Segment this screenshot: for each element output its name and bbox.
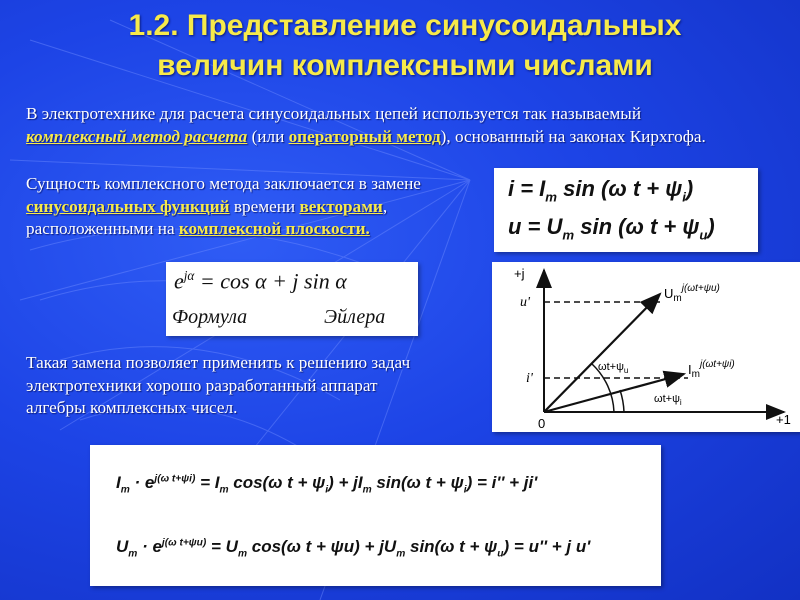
euler-formula-panel: [166, 262, 418, 336]
current-vector-label: $I_m^{j(\omega t+\psi i)}$: [688, 359, 735, 380]
angle-arc-i: [620, 390, 624, 412]
term-vectors[interactable]: векторами: [299, 196, 383, 216]
euler-caption-right: Эйлера: [324, 306, 386, 328]
term-complex-method[interactable]: комплексный метод расчета: [26, 126, 248, 146]
angle-i-label: $\omega t+\psi_i$: [654, 393, 682, 407]
axis-x-label: +1: [776, 412, 791, 427]
complex-voltage-formula: $U_m \cdot e^{j(\omega t+\psi u)} = U_m$ cos(ω $t + \psi u) + jU_m$ sin(ω $t + \psi_u) = u'' + j$ u': [116, 537, 591, 560]
application-paragraph: Такая замена позволяет применить к решению задач электротехники хорошо разработанный аппарат алгебры комплексных чисел.: [26, 353, 411, 417]
angle-u-label: $\omega t+\psi_u$: [598, 361, 629, 375]
intro-text-3: ), основанный на законах Кирхгофа.: [440, 126, 706, 146]
u-prime-label: u': [520, 295, 530, 310]
current-formula: $i = I_m$ sin (ω $t + \psi_i$): [508, 176, 694, 205]
euler-formula: $e^{j\alpha} = \cos \alpha + j$ sin α: [174, 268, 347, 294]
term-sinusoidal-functions[interactable]: синусоидальных функций: [26, 196, 230, 216]
term-operator-method[interactable]: операторный метод: [288, 126, 441, 146]
complex-formulas-panel: [90, 445, 661, 586]
intro-text-2: (или: [247, 126, 289, 146]
essence-text-1: Сущность комплексного метода заключается в замене: [26, 174, 421, 193]
title-line-1: 1.2. Представление синусоидальных: [128, 9, 682, 42]
intro-text-1: В электротехнике для расчета синусоидальных цепей используется так называемый: [26, 104, 642, 123]
euler-caption-left: Формула: [172, 306, 248, 328]
vector-diagram-panel: [492, 262, 800, 432]
i-prime-label: i': [526, 371, 533, 386]
slide-title: [60, 6, 750, 86]
title-line-2: величин комплексными числами: [157, 49, 653, 82]
voltage-formula: $u = U_m$ sin (ω $t + \psi_u$): [508, 214, 715, 243]
voltage-vector-label: $U_m^{j(\omega t+\psi u)}$: [664, 283, 720, 304]
intro-paragraph: [26, 103, 726, 148]
essence-text-2: времени: [229, 196, 300, 216]
term-complex-plane[interactable]: комплексной плоскости.: [178, 219, 370, 238]
vector-diagram: [492, 262, 800, 432]
sin-formulas-panel: [494, 168, 758, 252]
origin-label: 0: [538, 416, 546, 431]
essence-text-3: , расположенными на: [26, 196, 388, 238]
voltage-vector: [544, 294, 660, 412]
essence-paragraph: [26, 173, 426, 241]
complex-current-formula: $I_m \cdot e^{j(\omega t+\psi i)} = I_m$ cos(ω $t + \psi_i) + jI_m$ sin(ω $t + \psi_i) = i'' + ji'$: [116, 473, 538, 496]
axis-y-label: +j: [514, 266, 525, 281]
